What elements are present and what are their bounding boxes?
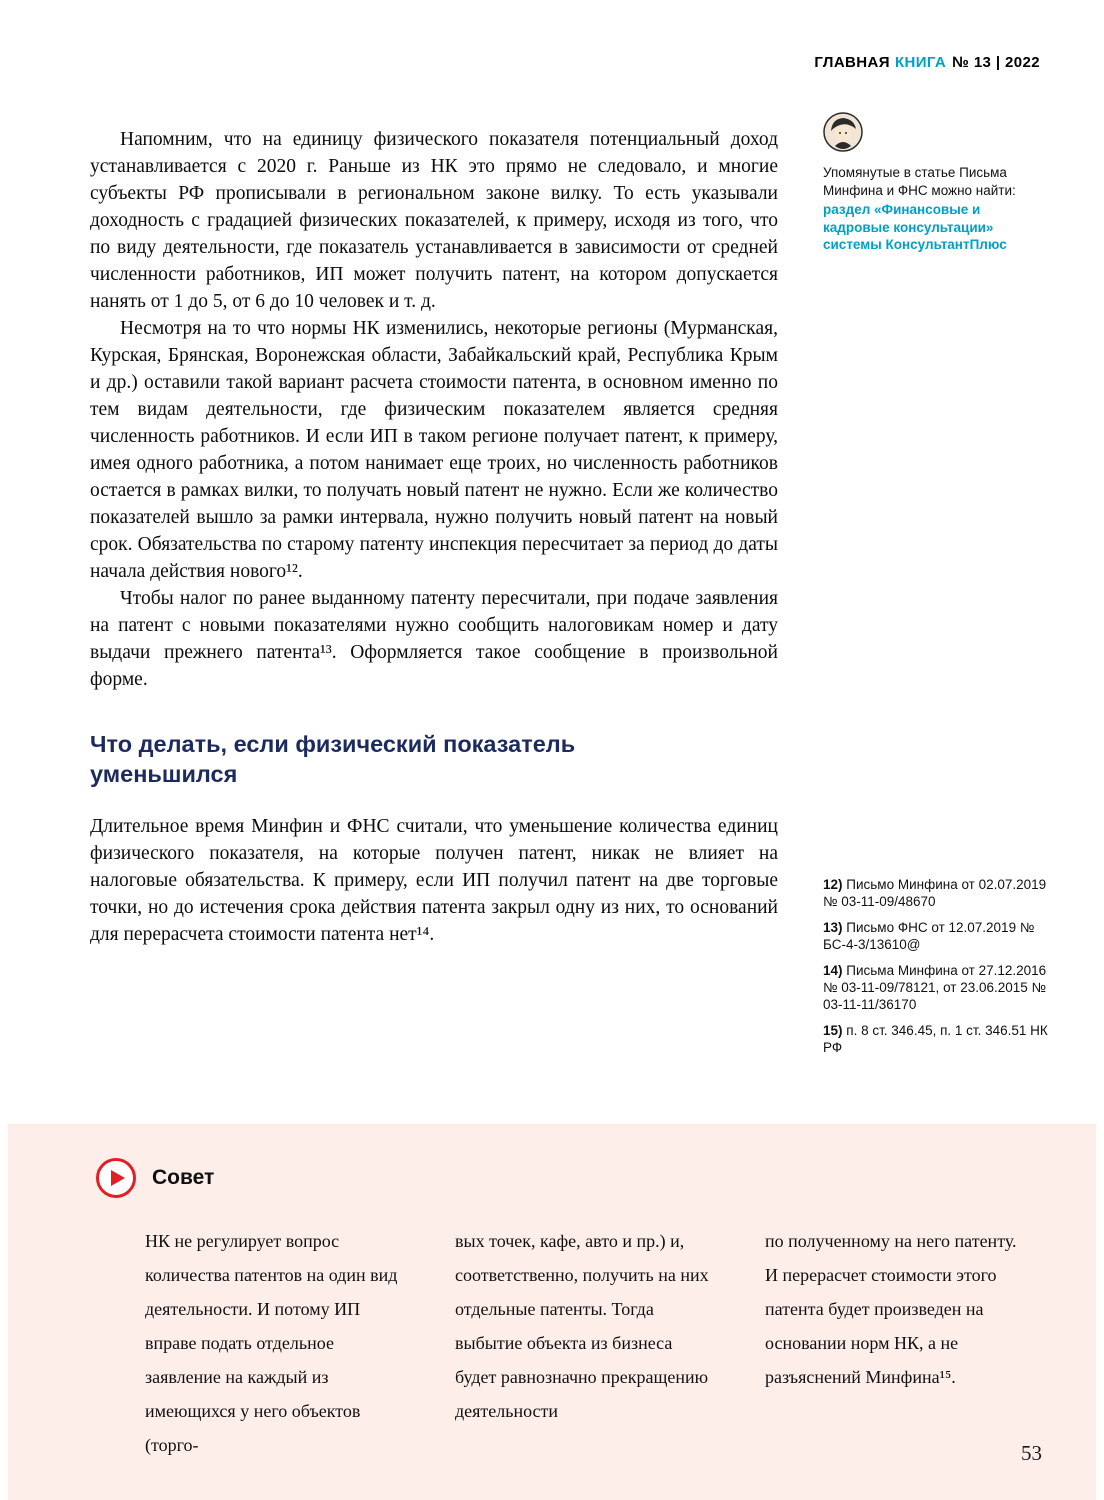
article-column [90,126,778,948]
footnote-12 [823,876,1063,910]
footnote-14-label: 14) [823,963,843,978]
footnote-13-label: 13) [823,920,843,935]
footnote-14 [823,962,1063,1013]
article-paragraph: Длительное время Минфин и ФНС считали, что уменьшение количества единиц физического показателя, на которые получен патент, никак не влияет на налоговые обязательства. К примеру, если ИП получил патент на две торговые точки, но до истечения срока действия патента закрыл одну из них, то оснований для перерасчета стоимости патента нет¹⁴. [90,816,778,945]
brand-glavnaya: ГЛАВНАЯ [814,54,890,71]
tip-box [8,1124,1096,1500]
expert-avatar-icon [823,112,863,152]
play-icon [96,1158,136,1198]
footnote-12-label: 12) [823,877,843,892]
section-heading [90,729,778,789]
sidebar-note-intro: Упомянутые в статье Письма Минфина и ФНС можно найти: [823,165,1016,198]
tip-column-2: вых точек, кафе, авто и пр.) и, соответственно, получить на них отдельные патенты. Тогда выбытие объекта из бизнеса будет равнозначно прекращению деятельности [455,1231,709,1421]
article-paragraph: Чтобы налог по ранее выданному патенту пересчитали, при подаче заявления на патент с новыми показателями нужно сообщить налоговикам номер и дату выдачи прежнего патента¹³. Оформляется такое сообщение в произвольной форме. [90,588,778,690]
article-paragraph: Несмотря на то что нормы НК изменились, некоторые регионы (Мурманская, Курская, Брянская, Воронежская области, Забайкальский край, Республика Крым и др.) оставили такой вариант расчета стоимости патента, в основном именно по тем видам деятельности, где физическим показателем является средняя численность работников. И если ИП в таком регионе получает патент, к примеру, имея одного работника, а потом нанимает еще троих, но численность работников остается в рамках вилки, то получать новый патент не нужно. Если же количество показателей вышло за рамки интервала, нужно получить новый патент на новый срок. Обязательства по старому патенту инспекция пересчитает за период до даты начала действия нового¹². [90,318,778,582]
section-heading-line1: Что делать, если физический показатель [90,731,576,757]
footnote-15-label: 15) [823,1023,843,1038]
footnote-15 [823,1022,1063,1056]
sidebar-note-highlight: раздел «Финансовые и кадровые консультации» системы КонсультантПлюс [823,202,1007,252]
footnote-15-text: п. 8 ст. 346.45, п. 1 ст. 346.51 НК РФ [823,1023,1048,1055]
sidebar-note-text [823,164,1047,254]
footnote-13-text: Письмо ФНС от 12.07.2019 № БС-4-3/13610@ [823,920,1035,952]
article-paragraph: Напомним, что на единицу физического показателя потенциальный доход устанавливается с 2020 г. Раньше из НК это прямо не следовало, и многие субъекты РФ прописывали в региональном законе вилку. То есть указывали доходность с градацией физических показателей, к примеру, исходя из того, что по виду деятельности, где показатель устанавливается в зависимости от средней численности работников, ИП может получить патент, на котором допускается нанять от 1 до 5, от 6 до 10 человек и т. д. [90,129,778,312]
issue-number: № 13 | 2022 [952,54,1040,71]
tip-columns [145,1224,1096,1462]
page-header [814,54,1040,71]
section-heading-line2: уменьшился [90,761,238,787]
sidebar-note [823,112,1047,254]
brand-kniga: КНИГА [894,54,947,71]
footnote-13 [823,919,1063,953]
tip-header [96,1158,1096,1198]
page-number: 53 [1021,1441,1042,1465]
footnote-14-text: Письма Минфина от 27.12.2016 № 03-11-09/78121, от 23.06.2015 № 03-11-11/36170 [823,963,1047,1012]
tip-title: Совет [152,1166,215,1189]
footnote-12-text: Письмо Минфина от 02.07.2019 № 03-11-09/48670 [823,877,1047,909]
tip-column-3: по полученному на него патенту. И перерасчет стоимости этого патента будет произведен на основании норм НК, а не разъяснений Минфина¹⁵. [765,1231,1017,1387]
tip-column-1: НК не регулирует вопрос количества патентов на один вид деятельности. И потому ИП вправе подать отдельное заявление на каждый из имеющихся у него объектов (торго- [145,1231,398,1455]
footnotes-list [823,876,1063,1065]
